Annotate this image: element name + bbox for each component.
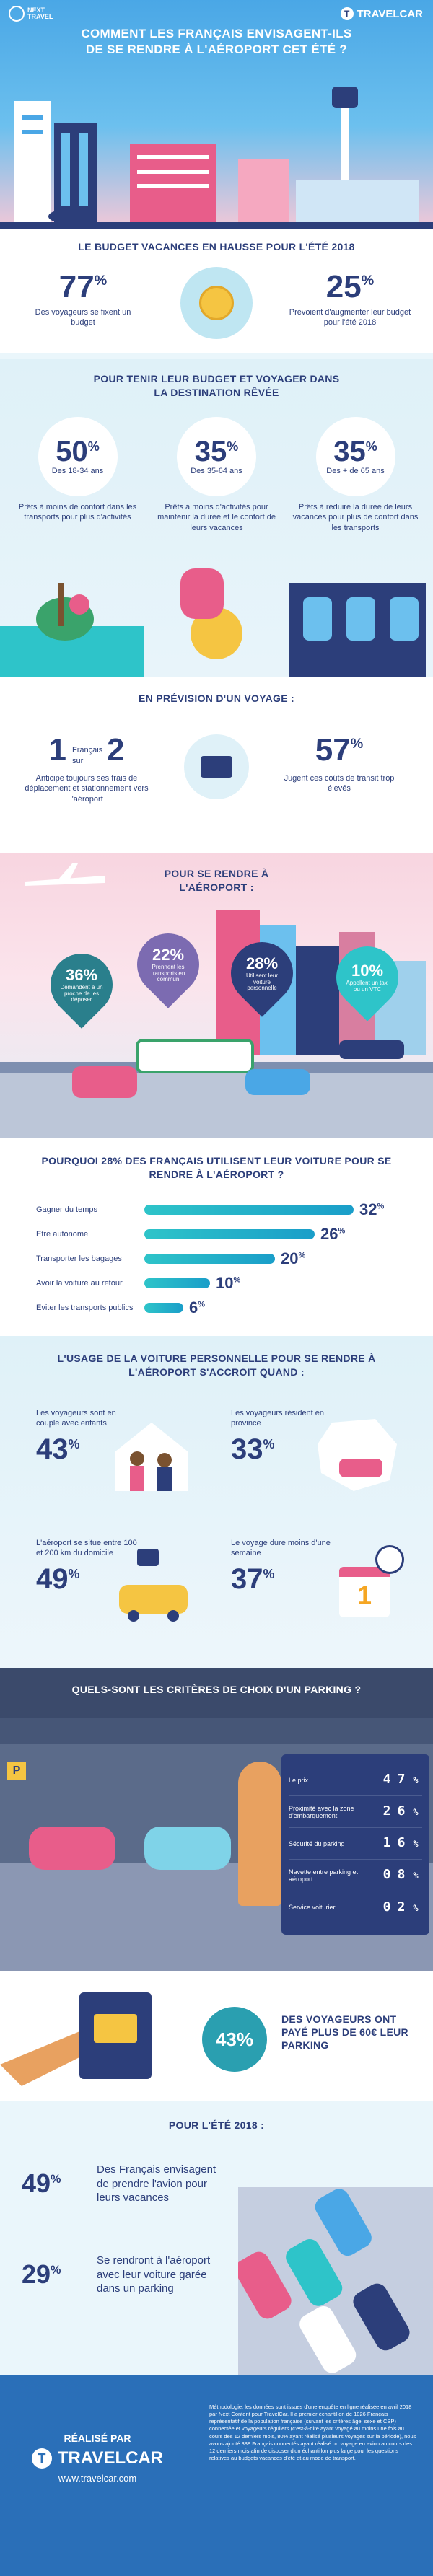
criteria-row	[289, 1828, 422, 1860]
criteria-digit: 1	[380, 1834, 393, 1852]
city-illustration	[0, 72, 433, 229]
usage-unit: %	[263, 1566, 275, 1581]
chart-bar	[144, 1278, 210, 1288]
clock-icon	[375, 1545, 404, 1574]
calendar-day: 1	[357, 1581, 372, 1610]
criteria-digit: 8	[395, 1866, 408, 1883]
reve-text: Prêts à réduire la durée de leurs vacances pour plus de confort dans les transports	[292, 503, 419, 532]
chart-category-label: Gagner du temps	[36, 1205, 97, 1214]
criteria-row	[289, 1764, 422, 1796]
page-title: COMMENT LES FRANÇAIS ENVISAGENT-ILS DE SE RENDRE À L'AÉROPORT CET ÉTÉ ?	[81, 27, 352, 57]
chart-bar	[144, 1303, 183, 1313]
criteria-label: Service voiturier	[289, 1904, 336, 1911]
pin-value: 28%	[245, 954, 279, 972]
criteria-unit: %	[409, 1867, 422, 1884]
prevision-right-unit: %	[350, 736, 364, 752]
chart-value-label: 32%	[359, 1200, 385, 1218]
ete-section	[0, 2101, 433, 2375]
reve-unit: %	[87, 439, 100, 454]
parking-sign-icon: P	[7, 1762, 26, 1780]
ete-title: POUR L'ÉTÉ 2018 :	[168, 2119, 265, 2131]
criteria-digit: 6	[395, 1834, 408, 1852]
money-bag-icon	[180, 267, 253, 339]
pin-text: Demandent à un proche de les déposer	[60, 983, 103, 1003]
globe-icon	[9, 6, 25, 22]
prevision-left-a: 1	[48, 732, 66, 768]
criteria-unit: %	[409, 1835, 422, 1852]
usage-text: Le voyage dure moins d'une semaine	[231, 1539, 331, 1558]
aeroport-section	[0, 853, 433, 1138]
brand-travel: TRAVEL	[27, 13, 53, 20]
chart-row	[36, 1296, 411, 1320]
brand-next: NEXT	[27, 6, 45, 14]
usage-item	[231, 1538, 411, 1610]
parking-title: QUELS-SONT LES CRITÈRES DE CHOIX D'UN PARKING ?	[71, 1684, 362, 1695]
budget-right-value: 25	[325, 269, 362, 304]
budget-left-value: 77	[58, 269, 95, 304]
chart-bar	[144, 1254, 275, 1264]
ete-item	[22, 2254, 231, 2296]
pourquoi-title: POURQUOI 28% DES FRANÇAIS UTILISENT LEUR VOITURE POUR SE RENDRE À L'AÉROPORT ?	[41, 1155, 392, 1180]
paye-value: 43%	[215, 2028, 254, 2050]
criteria-digit: 2	[395, 1899, 408, 1916]
criteria-unit: %	[409, 1772, 422, 1789]
parking-lot-illustration	[238, 2187, 433, 2375]
car-illustration	[144, 1827, 231, 1870]
pin-value: 22%	[152, 945, 185, 964]
reve-item	[14, 417, 141, 533]
usage-item	[231, 1408, 411, 1464]
reve-value: 35	[194, 435, 227, 467]
chart-value-label: 10%	[216, 1274, 241, 1292]
pin-text: Prennent les transports en commun	[151, 963, 185, 983]
chart-value-label: 26%	[320, 1225, 346, 1243]
parking-criteria-panel	[281, 1754, 429, 1935]
criteria-digit: 2	[380, 1803, 393, 1820]
ete-unit: %	[51, 2173, 61, 2186]
reve-item	[292, 417, 419, 533]
usage-value: 37	[231, 1562, 263, 1595]
criteria-digit: 7	[395, 1771, 408, 1788]
criteria-unit: %	[409, 1803, 422, 1821]
usage-value: 33	[231, 1433, 263, 1465]
ete-unit: %	[51, 2264, 61, 2277]
pin-transport	[231, 942, 293, 1004]
pin-transport	[336, 946, 398, 1008]
reve-text: Prêts à moins d'activités pour maintenir la durée et le confort de leurs vacances	[157, 503, 276, 532]
criteria-digit: 0	[380, 1899, 393, 1916]
reve-item	[154, 417, 280, 533]
travelcar-logo	[341, 7, 423, 20]
usage-value: 43	[36, 1433, 69, 1465]
car-illustration	[29, 1827, 115, 1870]
criteria-label: Proximité avec la zone d'embarquement	[289, 1804, 354, 1819]
footer-methodology: Méthodologie: les données sont issues d'une enquête en ligne réalisée en avril 2018 par Next Content pour TravelCar. Il a premier échantillon de 1026 Français représentatif de la population française (suivant les critères âge, sexe et CSP) connectée et voyageurs réguliers (c'est-à-dire ayant voyagé au moins une fois au cours des 12 derniers mois, 80% ayant réalisé plusieurs voyages sur la période), nous avons ajouté 388 Français connectés ayant réalisé un voyage en avion au cours des 12 derniers mois afin de disposer d'un échantillon plus large pour les questions relatives au budgets vacances d'été et au mode de transport.	[209, 2404, 416, 2461]
next-travel-logo	[9, 6, 53, 22]
chart-category-label: Transporter les bagages	[36, 1254, 122, 1263]
usage-text: Les voyageurs sont en couple avec enfants	[36, 1409, 116, 1428]
calendar-icon	[339, 1567, 390, 1617]
chart-bar	[144, 1205, 354, 1215]
chart-row	[36, 1197, 411, 1222]
prevision-right-value: 57	[315, 732, 351, 768]
ete-value: 29	[22, 2259, 51, 2290]
criteria-label: Sécurité du parking	[289, 1839, 345, 1847]
ete-text: Se rendront à l'aéroport avec leur voiture garée dans un parking	[97, 2254, 211, 2295]
reve-age: Des 18-34 ans	[51, 466, 104, 475]
chart-bar	[144, 1229, 315, 1239]
budget-left-unit: %	[94, 273, 108, 289]
usage-text: Les voyageurs résident en province	[231, 1409, 325, 1428]
criteria-unit: %	[409, 1899, 422, 1917]
parking-section	[0, 1668, 433, 1971]
pin-text: Appellent un taxi ou un VTC	[346, 980, 389, 993]
pin-text: Utilisent leur voiture personnelle	[245, 972, 278, 992]
ete-text: Des Français envisagent de prendre l'avion pour leurs vacances	[97, 2163, 216, 2204]
reve-age: Des 35-64 ans	[191, 466, 242, 475]
reve-section	[0, 359, 433, 677]
chart-category-label: Etre autonome	[36, 1230, 89, 1239]
reve-value: 50	[56, 435, 88, 467]
prevision-section	[0, 677, 433, 853]
traveler-illustration	[238, 1762, 281, 1906]
prevision-left-b: 2	[107, 732, 125, 768]
budget-title: LE BUDGET VACANCES EN HAUSSE POUR L'ÉTÉ 2018	[78, 241, 355, 252]
ete-value: 49	[22, 2168, 51, 2199]
t-icon: T	[32, 2448, 52, 2469]
footer-url[interactable]: www.travelcar.com	[58, 2473, 137, 2484]
parking-garage	[0, 1718, 433, 1971]
pourquoi-section	[0, 1138, 433, 1336]
chart-value-label: 6%	[189, 1298, 206, 1316]
reve-text: Prêts à moins de confort dans les transports pour plus d'activités	[18, 503, 137, 522]
budget-right-unit: %	[361, 273, 375, 289]
prevision-left	[14, 734, 159, 804]
reve-age: Des + de 65 ans	[326, 466, 385, 475]
footer-section	[0, 2375, 433, 2576]
usage-value: 49	[36, 1562, 69, 1595]
criteria-row	[289, 1891, 422, 1923]
criteria-row	[289, 1860, 422, 1891]
prevision-right	[274, 734, 404, 794]
family-icon	[108, 1415, 195, 1495]
criteria-label: Navette entre parking et aéroport	[289, 1868, 359, 1883]
aeroport-title: POUR SE RENDRE À L'AÉROPORT :	[164, 868, 269, 893]
budget-right	[289, 271, 411, 328]
france-map-icon	[310, 1415, 404, 1495]
budget-left	[29, 271, 137, 328]
prevision-left-mid: Français sur	[72, 746, 103, 765]
usage-unit: %	[263, 1436, 275, 1451]
chart-row	[36, 1247, 411, 1271]
footer-realise: RÉALISÉ PAR	[64, 2432, 131, 2444]
footer-brand: TRAVELCAR	[57, 2448, 164, 2468]
travelcar-brand: TRAVELCAR	[357, 7, 423, 20]
ticket-icon	[184, 734, 249, 799]
chart-row	[36, 1271, 411, 1296]
t-icon: T	[341, 7, 354, 20]
usage-text: L'aéroport se situe entre 100 et 200 km du domicile	[36, 1539, 137, 1558]
usage-item	[36, 1538, 216, 1593]
reve-items	[14, 417, 419, 533]
criteria-row	[289, 1796, 422, 1828]
ete-item	[22, 2163, 231, 2205]
prevision-right-text: Jugent ces coûts de transit trop élevés	[284, 774, 395, 794]
criteria-digit: 6	[395, 1803, 408, 1820]
pin-value: 10%	[351, 962, 384, 980]
paye-text: DES VOYAGEURS ONT PAYÉ PLUS DE 60€ LEUR PARKING	[281, 2013, 408, 2052]
reve-unit: %	[227, 439, 239, 454]
chart-value-label: 20%	[281, 1249, 306, 1267]
criteria-digit: 0	[380, 1866, 393, 1883]
vacation-illustrations	[0, 554, 433, 677]
budget-left-text: Des voyageurs se fixent un budget	[35, 308, 131, 328]
paye-circle	[202, 2007, 267, 2072]
footer-brand-block	[14, 2432, 180, 2484]
reasons-bar-chart	[36, 1197, 411, 1327]
reve-title: POUR TENIR LEUR BUDGET ET VOYAGER DANS LA DESTINATION RÊVÉE	[93, 373, 340, 398]
reve-value: 35	[333, 435, 366, 467]
budget-section	[0, 229, 433, 359]
budget-right-text: Prévoient d'augmenter leur budget pour l'été 2018	[289, 308, 411, 328]
chart-category-label: Eviter les transports publics	[36, 1304, 134, 1312]
criteria-label: Le prix	[289, 1776, 309, 1784]
usage-unit: %	[68, 1436, 80, 1451]
car-trip-icon	[108, 1545, 195, 1625]
reve-unit: %	[365, 439, 377, 454]
pin-transport	[51, 954, 113, 1016]
paye-section	[0, 1971, 433, 2101]
usage-unit: %	[68, 1566, 80, 1581]
chart-category-label: Avoir la voiture au retour	[36, 1279, 123, 1288]
card-payment-icon	[0, 1985, 173, 2093]
criteria-digit: 4	[380, 1771, 393, 1788]
header-section	[0, 0, 433, 229]
usage-title: L'USAGE DE LA VOITURE PERSONNELLE POUR SE RENDRE À L'AÉROPORT S'ACCROIT QUAND :	[57, 1353, 376, 1378]
prevision-left-text: Anticipe toujours ses frais de déplacement et stationnement vers l'aéroport	[25, 774, 149, 804]
usage-item	[36, 1408, 216, 1464]
usage-section	[0, 1336, 433, 1668]
chart-row	[36, 1222, 411, 1247]
pin-value: 36%	[65, 965, 98, 984]
pin-transport	[137, 933, 199, 995]
prevision-title: EN PRÉVISION D'UN VOYAGE :	[139, 693, 294, 704]
